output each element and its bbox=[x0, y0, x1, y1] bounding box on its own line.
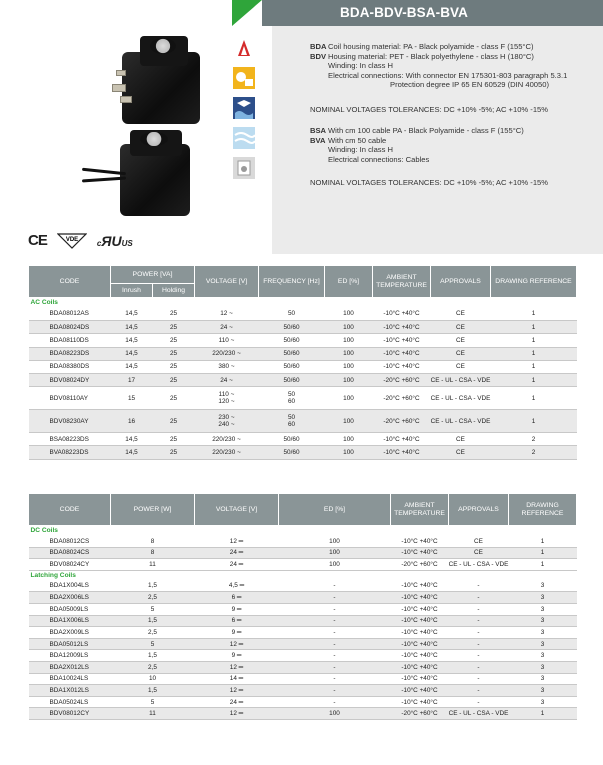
table-cell: 25 bbox=[153, 387, 195, 410]
table-cell: 380 ~ bbox=[195, 360, 259, 373]
table-cell: 1 bbox=[491, 334, 577, 347]
table-cell: 9 ═ bbox=[195, 603, 279, 615]
table-cell: 3 bbox=[509, 603, 577, 615]
table-cell: -10°C +40°C bbox=[391, 580, 449, 592]
table-cell: 50 60 bbox=[259, 410, 325, 433]
table-row bbox=[29, 592, 577, 604]
table-cell: 1 bbox=[491, 360, 577, 373]
coil-cable-image bbox=[82, 124, 222, 219]
table-cell: 8 bbox=[111, 547, 195, 559]
table-cell: 100 bbox=[325, 360, 373, 373]
table-cell: BSA08223DS bbox=[29, 433, 111, 446]
table-cell: - bbox=[279, 615, 391, 627]
table-cell: 8 bbox=[111, 536, 195, 548]
table-cell: -10°C +40°C bbox=[373, 360, 431, 373]
table-cell: -10°C +40°C bbox=[391, 592, 449, 604]
table-cell: - bbox=[449, 580, 509, 592]
info-protection: Protection degree IP 65 EN 60529 (DIN 40050) bbox=[390, 80, 550, 90]
table-cell: -20°C +60°C bbox=[373, 410, 431, 433]
table-row bbox=[29, 433, 577, 446]
table-cell: 1 bbox=[491, 347, 577, 360]
table-row bbox=[29, 360, 577, 373]
table-row bbox=[29, 547, 577, 559]
table-cell: 220/230 ~ bbox=[195, 347, 259, 360]
title-bar bbox=[262, 0, 603, 26]
table-cell: 14,5 bbox=[111, 347, 153, 360]
table-row bbox=[29, 410, 577, 433]
table-cell: CE bbox=[431, 433, 491, 446]
air-icon bbox=[232, 126, 256, 150]
table-cell: BDA08223DS bbox=[29, 347, 111, 360]
table-cell: - bbox=[449, 615, 509, 627]
table-cell: -20°C +60°C bbox=[391, 559, 449, 571]
table-cell: 100 bbox=[279, 547, 391, 559]
table-cell: - bbox=[279, 592, 391, 604]
table-cell: -10°C +40°C bbox=[391, 673, 449, 685]
table-cell: 1 bbox=[509, 559, 577, 571]
table-cell: 4,5 ═ bbox=[195, 580, 279, 592]
section-row bbox=[29, 298, 577, 308]
table-cell: 6 ═ bbox=[195, 615, 279, 627]
table-row bbox=[29, 661, 577, 673]
table-row bbox=[29, 308, 577, 321]
table-cell: CE bbox=[431, 334, 491, 347]
table-cell: 16 bbox=[111, 410, 153, 433]
table-cell: -10°C +40°C bbox=[391, 547, 449, 559]
table-cell: 14,5 bbox=[111, 433, 153, 446]
table-cell: 100 bbox=[325, 321, 373, 334]
table-cell: 12 ~ bbox=[195, 308, 259, 321]
table-cell: 15 bbox=[111, 387, 153, 410]
table-cell: BDA05009LS bbox=[29, 603, 111, 615]
table-cell: 50/60 bbox=[259, 446, 325, 459]
table-cell: 2 bbox=[491, 446, 577, 459]
section-row bbox=[29, 526, 577, 536]
table-cell: 110 ~ 120 ~ bbox=[195, 387, 259, 410]
table-cell: 220/230 ~ bbox=[195, 446, 259, 459]
table-cell: 2,5 bbox=[111, 592, 195, 604]
info-connections: Electrical connections: With connector EN 175301-803 paragraph 5.3.1 bbox=[328, 70, 568, 80]
info-winding-2: Winding: In class H bbox=[328, 145, 393, 155]
table-cell: BDA08024CS bbox=[29, 547, 111, 559]
table-cell: 3 bbox=[509, 580, 577, 592]
info-text bbox=[310, 42, 567, 90]
table-cell: CE bbox=[431, 360, 491, 373]
table-cell: 25 bbox=[153, 321, 195, 334]
table-cell: - bbox=[449, 592, 509, 604]
col-inrush: Inrush bbox=[111, 284, 153, 298]
table-cell: BDV08024DY bbox=[29, 373, 111, 386]
vde-logo bbox=[57, 233, 87, 249]
info-line-bsa: BSA With cm 100 cable PA - Black Polyamide - class F (155°C) bbox=[310, 126, 524, 135]
table-cell: 3 bbox=[509, 685, 577, 697]
svg-text:VDE: VDE bbox=[65, 236, 79, 243]
table-cell: BDA08012AS bbox=[29, 308, 111, 321]
col-drawing: DRAWING REFERENCE bbox=[509, 494, 577, 526]
table-cell: 1,5 bbox=[111, 580, 195, 592]
table-cell: BDA08110DS bbox=[29, 334, 111, 347]
table-cell: -10°C +40°C bbox=[391, 615, 449, 627]
table-cell: BDA08012CS bbox=[29, 536, 111, 548]
table-cell: -10°C +40°C bbox=[373, 334, 431, 347]
table-cell: 1 bbox=[491, 308, 577, 321]
table-cell: CE bbox=[431, 446, 491, 459]
ce-logo: CE bbox=[28, 232, 47, 249]
table-cell: BDA2X009LS bbox=[29, 627, 111, 639]
table-cell: - bbox=[449, 650, 509, 662]
table-cell: 3 bbox=[509, 673, 577, 685]
table-cell: 25 bbox=[153, 308, 195, 321]
table-cell: 24 ═ bbox=[195, 559, 279, 571]
table-cell: - bbox=[449, 627, 509, 639]
table-cell: 5 bbox=[111, 638, 195, 650]
table-cell: 25 bbox=[153, 410, 195, 433]
table-cell: 1 bbox=[509, 547, 577, 559]
table-cell: - bbox=[449, 638, 509, 650]
table-cell: 100 bbox=[325, 347, 373, 360]
table-cell: 100 bbox=[325, 446, 373, 459]
table-row bbox=[29, 685, 577, 697]
table-cell: BDA2X012LS bbox=[29, 661, 111, 673]
table-cell: -10°C +40°C bbox=[373, 433, 431, 446]
table-cell: 1 bbox=[491, 387, 577, 410]
table-cell: 24 ~ bbox=[195, 373, 259, 386]
table-cell: 100 bbox=[279, 559, 391, 571]
table-cell: 11 bbox=[111, 708, 195, 720]
table-row bbox=[29, 580, 577, 592]
table-row bbox=[29, 638, 577, 650]
table-cell: -20°C +60°C bbox=[373, 373, 431, 386]
table-cell: 1 bbox=[491, 410, 577, 433]
table-cell: 3 bbox=[509, 592, 577, 604]
table-cell: BDV08110AY bbox=[29, 387, 111, 410]
col-voltage: VOLTAGE [V] bbox=[195, 266, 259, 298]
table-row bbox=[29, 387, 577, 410]
table-row bbox=[29, 446, 577, 459]
table-cell: 2,5 bbox=[111, 661, 195, 673]
table-cell: 2 bbox=[491, 433, 577, 446]
table-cell: 12 ═ bbox=[195, 536, 279, 548]
table-cell: -10°C +40°C bbox=[391, 650, 449, 662]
table-cell: 25 bbox=[153, 433, 195, 446]
table-cell: 9 ═ bbox=[195, 627, 279, 639]
table-cell: BDA1X004LS bbox=[29, 580, 111, 592]
table-cell: - bbox=[279, 696, 391, 708]
table-row bbox=[29, 334, 577, 347]
table-cell: CE - UL - CSA - VDE bbox=[449, 708, 509, 720]
table-cell: -10°C +40°C bbox=[373, 308, 431, 321]
table-row bbox=[29, 615, 577, 627]
col-approvals: APPROVALS bbox=[449, 494, 509, 526]
table-cell: 14,5 bbox=[111, 446, 153, 459]
table-cell: - bbox=[279, 685, 391, 697]
table-cell: 3 bbox=[509, 638, 577, 650]
table-cell: CE - UL - CSA - VDE bbox=[431, 410, 491, 433]
table-row bbox=[29, 696, 577, 708]
appliance-icon bbox=[232, 156, 256, 180]
table-cell: 25 bbox=[153, 373, 195, 386]
water-icon bbox=[232, 96, 256, 120]
table-cell: BVA08223DS bbox=[29, 446, 111, 459]
table-cell: CE - UL - CSA - VDE bbox=[449, 559, 509, 571]
info-connections-2: Electrical connections: Cables bbox=[328, 154, 430, 164]
table-row bbox=[29, 708, 577, 720]
table-cell: 2,5 bbox=[111, 627, 195, 639]
table-cell: 1 bbox=[491, 321, 577, 334]
table-cell: DC Coils bbox=[29, 526, 577, 536]
table-cell: 100 bbox=[325, 410, 373, 433]
table-cell: CE bbox=[449, 547, 509, 559]
info-line-bda: BDA Coil housing material: PA - Black polyamide - class F (155°C) bbox=[310, 42, 534, 51]
table-cell: 1 bbox=[509, 708, 577, 720]
table-cell: BDA1X012LS bbox=[29, 685, 111, 697]
table-cell: -10°C +40°C bbox=[391, 685, 449, 697]
table-cell: 50/60 bbox=[259, 373, 325, 386]
table-cell: 5 bbox=[111, 696, 195, 708]
table-cell: Latching Coils bbox=[29, 570, 577, 580]
info-line-bva: BVA With cm 50 cable bbox=[310, 135, 387, 145]
info-tolerance-1: NOMINAL VOLTAGES TOLERANCES: DC +10% -5%; AC +10% -15% bbox=[310, 105, 549, 114]
table-cell: - bbox=[449, 673, 509, 685]
table-cell: - bbox=[279, 661, 391, 673]
table-cell: BDA10024LS bbox=[29, 673, 111, 685]
table-cell: - bbox=[279, 638, 391, 650]
table-cell: 14 ═ bbox=[195, 673, 279, 685]
table-cell: 1,5 bbox=[111, 650, 195, 662]
col-code: CODE bbox=[29, 494, 111, 526]
industry-icon bbox=[232, 66, 256, 90]
table-cell: BDA12009LS bbox=[29, 650, 111, 662]
table-cell: 12 ═ bbox=[195, 661, 279, 673]
table-cell: -10°C +40°C bbox=[391, 661, 449, 673]
table-cell: - bbox=[279, 673, 391, 685]
col-approvals: APPROVALS bbox=[431, 266, 491, 298]
table-cell: - bbox=[449, 685, 509, 697]
table-cell: - bbox=[279, 603, 391, 615]
col-ambient: AMBIENT TEMPERATURE bbox=[391, 494, 449, 526]
table-cell: 12 ═ bbox=[195, 708, 279, 720]
col-holding: Holding bbox=[153, 284, 195, 298]
table-row bbox=[29, 627, 577, 639]
table-cell: -10°C +40°C bbox=[391, 638, 449, 650]
table-cell: - bbox=[279, 650, 391, 662]
ac-coils-table bbox=[28, 265, 577, 460]
table-cell: 3 bbox=[509, 696, 577, 708]
table-cell: 100 bbox=[279, 708, 391, 720]
table-cell: 25 bbox=[153, 446, 195, 459]
product-photos bbox=[22, 14, 222, 214]
table-row bbox=[29, 559, 577, 571]
table-cell: BDA08380DS bbox=[29, 360, 111, 373]
table-row bbox=[29, 373, 577, 386]
table-cell: 1,5 bbox=[111, 685, 195, 697]
table-cell: BDV08024CY bbox=[29, 559, 111, 571]
coil-connector-image bbox=[112, 32, 222, 132]
table-cell: 25 bbox=[153, 360, 195, 373]
ul-logo: cЯUUS bbox=[96, 232, 133, 249]
title-accent bbox=[232, 0, 262, 26]
col-ed: ED [%] bbox=[279, 494, 391, 526]
table-cell: 5 bbox=[111, 603, 195, 615]
info-line-bdv: BDV Housing material: PET - Black polyethylene - class H (180°C) bbox=[310, 51, 534, 61]
section-row bbox=[29, 570, 577, 580]
table-cell: BDV08230AY bbox=[29, 410, 111, 433]
table-cell: -10°C +40°C bbox=[373, 446, 431, 459]
table-cell: CE bbox=[431, 321, 491, 334]
table-cell: 14,5 bbox=[111, 360, 153, 373]
table-cell: BDA1X006LS bbox=[29, 615, 111, 627]
table-cell: CE bbox=[449, 536, 509, 548]
table-cell: BDV08012CY bbox=[29, 708, 111, 720]
table-cell: 25 bbox=[153, 347, 195, 360]
table-cell: -10°C +40°C bbox=[391, 696, 449, 708]
table-cell: 110 ~ bbox=[195, 334, 259, 347]
table-cell: -10°C +40°C bbox=[391, 536, 449, 548]
table-cell: 14,5 bbox=[111, 308, 153, 321]
table-cell: 100 bbox=[325, 387, 373, 410]
table-cell: 50/60 bbox=[259, 347, 325, 360]
col-power: POWER [W] bbox=[111, 494, 195, 526]
col-frequency: FREQUENCY [Hz] bbox=[259, 266, 325, 298]
fire-icon bbox=[232, 36, 256, 60]
table-cell: CE bbox=[431, 347, 491, 360]
table-row bbox=[29, 321, 577, 334]
table-cell: - bbox=[449, 603, 509, 615]
table-cell: 24 ═ bbox=[195, 696, 279, 708]
table-cell: 14,5 bbox=[111, 321, 153, 334]
table-cell: 50/60 bbox=[259, 360, 325, 373]
table-cell: 100 bbox=[325, 433, 373, 446]
col-voltage: VOLTAGE [V] bbox=[195, 494, 279, 526]
table-cell: 100 bbox=[325, 373, 373, 386]
table-cell: -20°C +60°C bbox=[391, 708, 449, 720]
table-cell: 3 bbox=[509, 615, 577, 627]
table-row bbox=[29, 673, 577, 685]
table-cell: - bbox=[279, 627, 391, 639]
table-cell: 24 ~ bbox=[195, 321, 259, 334]
table-row bbox=[29, 603, 577, 615]
table-cell: CE bbox=[431, 308, 491, 321]
table-cell: -10°C +40°C bbox=[373, 321, 431, 334]
table-cell: -10°C +40°C bbox=[391, 603, 449, 615]
table-cell: -10°C +40°C bbox=[373, 347, 431, 360]
col-ed: ED [%] bbox=[325, 266, 373, 298]
table-cell: 12 ═ bbox=[195, 685, 279, 697]
table-cell: 3 bbox=[509, 627, 577, 639]
table-cell: 9 ═ bbox=[195, 650, 279, 662]
col-ambient: AMBIENT TEMPERATURE bbox=[373, 266, 431, 298]
table-cell: 25 bbox=[153, 334, 195, 347]
certification-logos bbox=[28, 232, 133, 249]
col-power: POWER [VA] bbox=[111, 266, 195, 284]
page-title: BDA-BDV-BSA-BVA bbox=[340, 5, 468, 20]
info-winding: Winding: In class H bbox=[328, 61, 393, 71]
dc-coils-table bbox=[28, 493, 577, 720]
table-cell: 50/60 bbox=[259, 321, 325, 334]
table-cell: 14,5 bbox=[111, 334, 153, 347]
table-cell: 17 bbox=[111, 373, 153, 386]
table-row bbox=[29, 650, 577, 662]
table-cell: 100 bbox=[325, 308, 373, 321]
table-cell: BDA05024LS bbox=[29, 696, 111, 708]
info-text-2 bbox=[310, 126, 524, 164]
table-cell: 50 bbox=[259, 308, 325, 321]
table-cell: 100 bbox=[279, 536, 391, 548]
table-cell: 50/60 bbox=[259, 433, 325, 446]
col-drawing: DRAWING REFERENCE bbox=[491, 266, 577, 298]
table-cell: BDA05012LS bbox=[29, 638, 111, 650]
table-cell: CE - UL - CSA - VDE bbox=[431, 387, 491, 410]
table-cell: 100 bbox=[325, 334, 373, 347]
table-cell: BDA08024DS bbox=[29, 321, 111, 334]
table-cell: - bbox=[279, 580, 391, 592]
table-cell: BDA2X006LS bbox=[29, 592, 111, 604]
table-cell: 3 bbox=[509, 650, 577, 662]
col-code: CODE bbox=[29, 266, 111, 298]
table-cell: 12 ═ bbox=[195, 638, 279, 650]
table-cell: 11 bbox=[111, 559, 195, 571]
table-row bbox=[29, 347, 577, 360]
table-cell: 1,5 bbox=[111, 615, 195, 627]
table-cell: -20°C +60°C bbox=[373, 387, 431, 410]
table-cell: 1 bbox=[491, 373, 577, 386]
table-cell: - bbox=[449, 696, 509, 708]
table-row bbox=[29, 536, 577, 548]
table-cell: CE - UL - CSA - VDE bbox=[431, 373, 491, 386]
table-cell: 230 ~ 240 ~ bbox=[195, 410, 259, 433]
table-cell: 24 ═ bbox=[195, 547, 279, 559]
table-cell: 50/60 bbox=[259, 334, 325, 347]
table-cell: 50 60 bbox=[259, 387, 325, 410]
table-cell: 10 bbox=[111, 673, 195, 685]
info-tolerance-2: NOMINAL VOLTAGES TOLERANCES: DC +10% -5%; AC +10% -15% bbox=[310, 178, 549, 187]
table-cell: AC Coils bbox=[29, 298, 577, 308]
table-cell: 220/230 ~ bbox=[195, 433, 259, 446]
feature-icons bbox=[232, 36, 256, 186]
table-cell: 6 ═ bbox=[195, 592, 279, 604]
table-cell: -10°C +40°C bbox=[391, 627, 449, 639]
table-cell: 3 bbox=[509, 661, 577, 673]
table-cell: - bbox=[449, 661, 509, 673]
table-cell: 1 bbox=[509, 536, 577, 548]
